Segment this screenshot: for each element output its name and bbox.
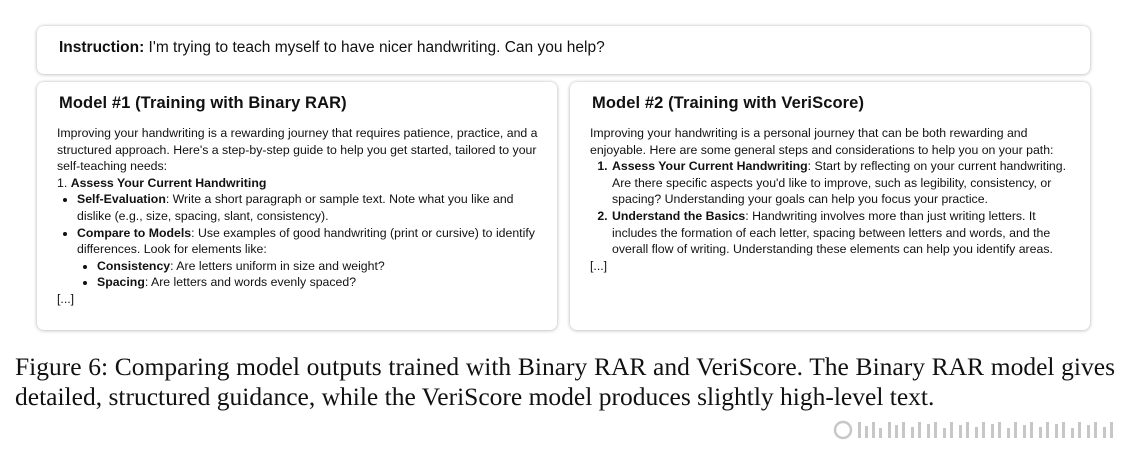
- model2-steps: [590, 158, 1078, 258]
- figure-caption: Figure 6: Comparing model outputs trained with Binary RAR and VeriScore. The Binary RAR model gives detailed, structured guidance, while the VeriScore model produces slightly high-level text.: [15, 352, 1115, 411]
- model2-title: Model #2 (Training with VeriScore): [592, 94, 865, 112]
- model1-body: [57, 125, 545, 308]
- model1-bullet1-bold: Self-Evaluation: [77, 192, 166, 207]
- model2-item2-text: : Handwriting involves more than just writing letters. It includes the formation of each letter, spacing between letters and words, and the overall flow of writing. Understanding these elements can help you identify areas.: [612, 208, 1053, 257]
- model1-sub2-text: : Are letters and words evenly spaced?: [144, 275, 357, 290]
- model1-sub1-text: : Are letters uniform in size and weight?: [170, 258, 385, 273]
- watermark-icon: [832, 419, 1118, 441]
- model1-intro: Improving your handwriting is a rewarding journey that requires patience, practice, and a structured approach. Here's a step-by-step guide to help you get started, tailored to your self-teaching needs:: [57, 126, 538, 174]
- model2-body: [590, 125, 1078, 274]
- model1-step1-number: 1.: [57, 175, 71, 190]
- model1-title: Model #1 (Training with Binary RAR): [59, 94, 347, 112]
- model2-intro: Improving your handwriting is a personal journey that can be both rewarding and enjoyable. Here are some general steps and considerations to help you on your path:: [590, 126, 1054, 157]
- model2-item2-bold: Understand the Basics: [612, 208, 746, 223]
- model1-bullet1-text: : Write a short paragraph or sample text. Note what you like and dislike (e.g., size, spacing, slant, consistency).: [77, 192, 514, 223]
- model1-sub-bullets: [77, 258, 545, 291]
- model1-step1-title: Assess Your Current Handwriting: [70, 175, 267, 190]
- instruction-card: [37, 26, 1090, 74]
- model1-bullet2-text: : Use examples of good handwriting (print or cursive) to identify differences. Look for elements like:: [77, 225, 535, 257]
- instruction-label: Instruction:: [59, 39, 145, 56]
- list-item: [77, 225, 545, 291]
- model2-ellipsis: [...]: [590, 258, 608, 273]
- model2-card: [570, 82, 1090, 330]
- model1-bullet2-bold: Compare to Models: [77, 225, 192, 240]
- model1-card: [37, 82, 557, 330]
- list-item: [611, 158, 1078, 208]
- model2-item1-text: : Start by reflecting on your current handwriting. Are there specific aspects you'd like to improve, such as legibility, consistency, or spacing? Understanding your goals can help you focus your practice.: [612, 159, 1067, 207]
- model1-bullets: [57, 191, 545, 291]
- list-item: [97, 274, 545, 291]
- model2-item1-bold: Assess Your Current Handwriting: [612, 159, 808, 174]
- model1-ellipsis: [...]: [57, 291, 75, 306]
- instruction-text: I'm trying to teach myself to have nicer handwriting. Can you help?: [144, 39, 605, 56]
- list-item: [611, 208, 1078, 258]
- list-item: [77, 191, 545, 224]
- model1-sub2-bold: Spacing: [97, 275, 145, 290]
- model1-step1: [57, 175, 545, 192]
- model1-sub1-bold: Consistency: [97, 258, 171, 273]
- list-item: [97, 258, 545, 275]
